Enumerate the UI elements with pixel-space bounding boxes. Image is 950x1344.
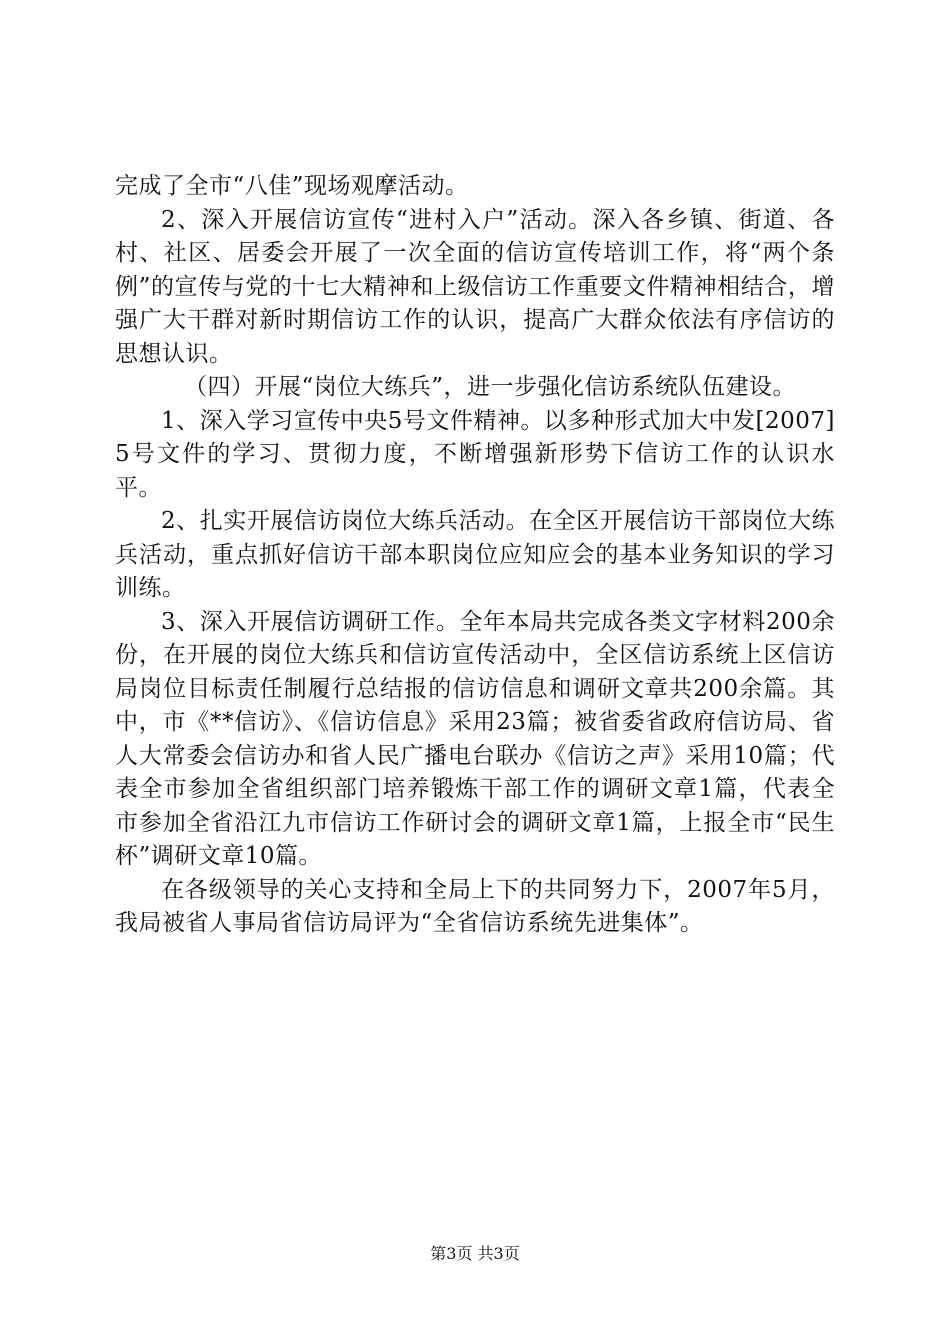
page-footer: 第3页 共3页	[430, 1244, 520, 1263]
paragraph-job-training: 2、扎实开展信访岗位大练兵活动。在全区开展信访干部岗位大练兵活动，重点抓好信访干部本职岗位应知应会的基本业务知识的学习训练。	[115, 508, 835, 601]
paragraph-research-work: 3、深入开展信访调研工作。全年本局共完成各类文字材料200余份，在开展的岗位大练兵和信访宣传活动中，全区信访系统上区信访局岗位目标责任制履行总结报的信访信息和调研文章共200余篇。其中，市《**信访》、《信访信息》采用23篇；被省委省政府信访局、省人大常委会信访办和省人民广播电台联办《信访之声》采用10篇；代表全市参加全省组织部门培养锻炼干部工作的调研文章1篇，代表全市参加全省沿江九市信访工作研讨会的调研文章1篇，上报全市“民生杯”调研文章10篇。	[115, 608, 835, 869]
paragraph-continuation: 完成了全市“八佳”现场观摩活动。	[115, 173, 469, 199]
paragraph-study-document: 1、深入学习宣传中央5号文件精神。以多种形式加大中发[2007]5号文件的学习、贯彻力度，不断增强新形势下信访工作的认识水平。	[115, 407, 835, 501]
section-heading-four: （四）开展“岗位大练兵”，进一步强化信访系统队伍建设。	[184, 374, 797, 400]
paragraph-publicity-activity: 2、深入开展信访宣传“进村入户”活动。深入各乡镇、街道、各村、社区、居委会开展了一次全面的信访宣传培训工作，将“两个条例”的宣传与党的十七大精神和上级信访工作重要文件精神相结合，增强广大干群对新时期信访工作的认识，提高广大群众依法有序信访的思想认识。	[115, 206, 835, 367]
paragraph-conclusion: 在各级领导的关心支持和全局上下的共同努力下，2007年5月，我局被省人事局省信访局评为“全省信访系统先进集体”。	[115, 876, 835, 936]
document-body	[115, 170, 835, 941]
